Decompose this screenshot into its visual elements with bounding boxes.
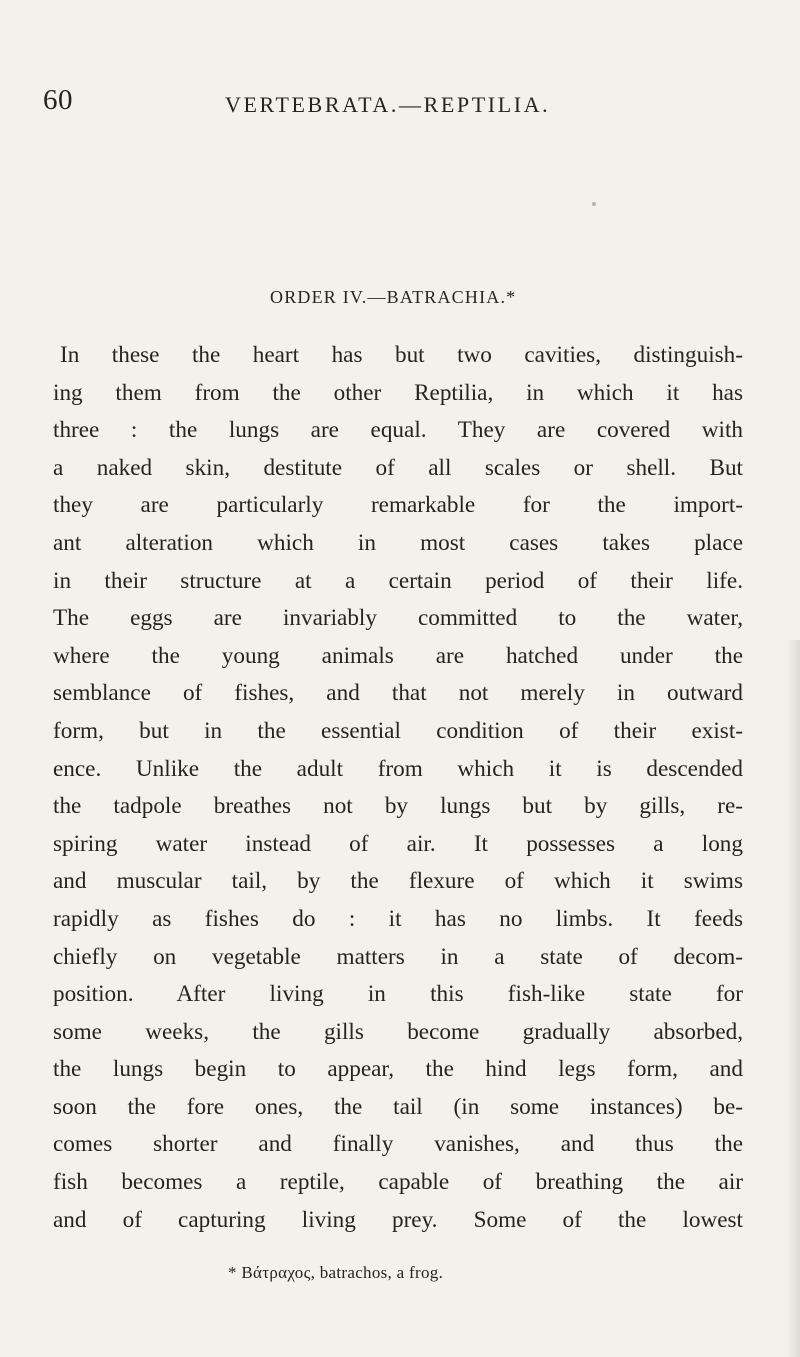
paper-speck	[592, 202, 596, 206]
text-line: the lungs begin to appear, the hind legs form, and	[53, 1056, 743, 1083]
text-line: ant alteration which in most cases takes place	[53, 529, 743, 556]
section-title: ORDER IV.—BATRACHIA.*	[270, 287, 517, 307]
text-line: and of capturing living prey. Some of the lowest	[53, 1206, 743, 1233]
text-line: spiring water instead of air. It possesses a long	[53, 830, 743, 857]
text-line: comes shorter and finally vanishes, and thus the	[53, 1131, 743, 1158]
footnote: * Βάτραχος, batrachos, a frog.	[228, 1263, 444, 1282]
text-line: form, but in the essential condition of their exist-	[53, 717, 743, 744]
text-line: semblance of fishes, and that not merely in outward	[53, 680, 743, 707]
text-line: a naked skin, destitute of all scales or shell. But	[53, 454, 743, 481]
text-line: the tadpole breathes not by lungs but by gills, re-	[53, 793, 743, 820]
text-line: rapidly as fishes do : it has no limbs. It feeds	[53, 905, 743, 932]
text-line: The eggs are invariably committed to the water,	[53, 605, 743, 632]
running-head: VERTEBRATA.—REPTILIA.	[225, 92, 551, 117]
text-line: chiefly on vegetable matters in a state of decom-	[53, 943, 743, 970]
text-line: fish becomes a reptile, capable of breathing the air	[53, 1169, 743, 1196]
text-line: some weeks, the gills become gradually absorbed,	[53, 1018, 743, 1045]
text-line: soon the fore ones, the tail (in some instances) be-	[53, 1093, 743, 1120]
page-number: 60	[43, 84, 73, 116]
text-line: In these the heart has but two cavities, distinguish-	[60, 342, 743, 368]
text-line: ing them from the other Reptilia, in which it has	[53, 379, 743, 406]
text-line: in their structure at a certain period of their life.	[53, 567, 743, 594]
text-line: three : the lungs are equal. They are covered with	[53, 417, 743, 444]
text-line: where the young animals are hatched under the	[53, 642, 743, 669]
body-paragraph	[53, 337, 743, 1239]
text-line: ence. Unlike the adult from which it is descended	[53, 755, 743, 782]
text-line: and muscular tail, by the flexure of which it swims	[53, 868, 743, 895]
text-line: position. After living in this fish-like state for	[53, 981, 743, 1008]
page-edge-shadow	[786, 640, 800, 1357]
text-line: they are particularly remarkable for the import-	[53, 492, 743, 519]
